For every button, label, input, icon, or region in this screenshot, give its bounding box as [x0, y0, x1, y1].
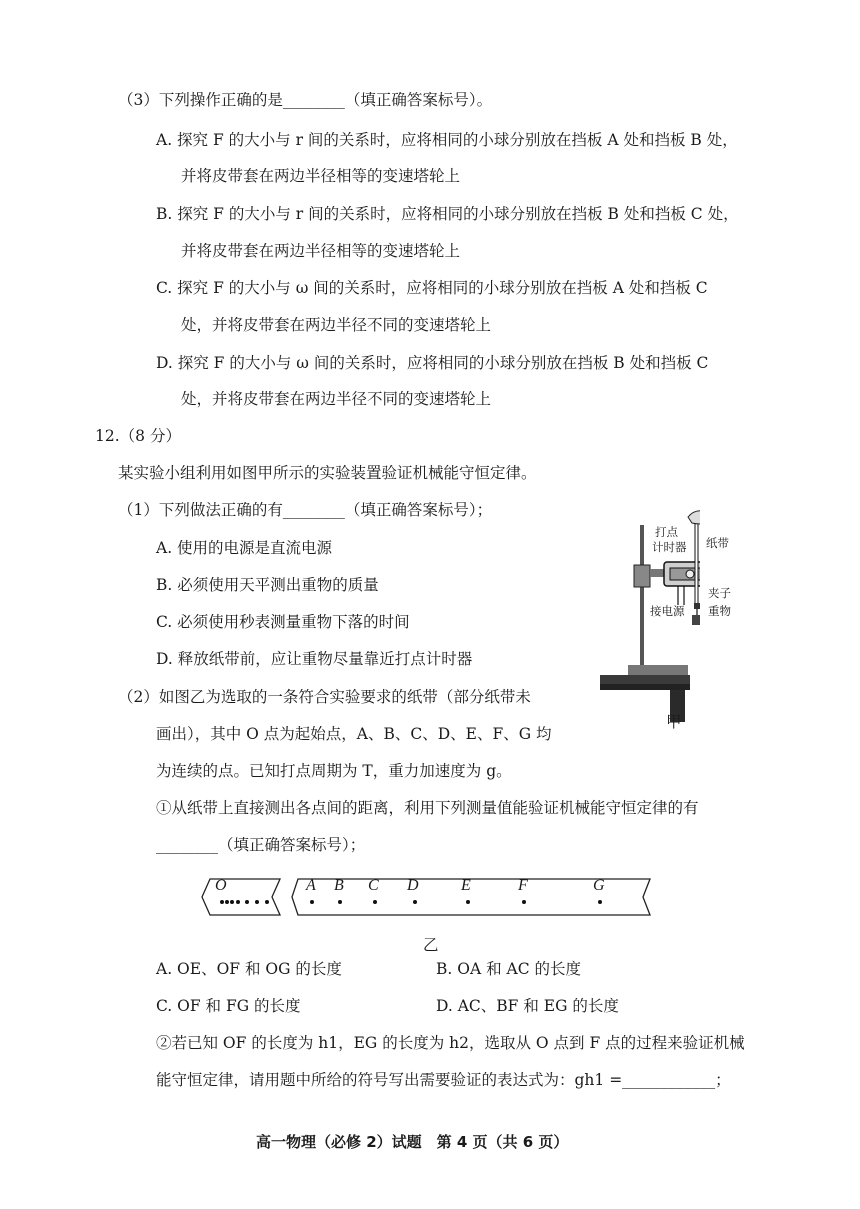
page-footer: 高一物理（必修 2）试题 第 4 页（共 6 页）: [256, 1133, 569, 1151]
q11-3-option-b-line2: 并将皮带套在两边半径相等的变速塔轮上: [181, 242, 461, 260]
tape-dot-e: [466, 900, 470, 904]
q11-3-option-d-line2: 处，并将皮带套在两边半径不同的变速塔轮上: [181, 390, 492, 408]
q12-part1-option-a: A. 使用的电源是直流电源: [156, 539, 333, 557]
tape-label-o: O: [215, 877, 227, 894]
label-tape: 纸带: [706, 536, 729, 550]
tape-label-f: F: [518, 877, 528, 894]
label-power: 接电源: [650, 604, 685, 618]
q12-part1-option-c: C. 必须使用秒表测量重物下落的时间: [156, 613, 410, 631]
tape-label-d: D: [407, 877, 419, 894]
tape-dot: [225, 900, 229, 904]
tape-dot: [236, 900, 240, 904]
q12-number: 12.（8 分）: [95, 427, 181, 445]
tape-dot: [265, 900, 269, 904]
q12-sub1-option-d: D. AC、BF 和 EG 的长度: [436, 997, 619, 1015]
q11-3-option-c-line1: C. 探究 F 的大小与 ω 间的关系时，应将相同的小球分别放在挡板 A 处和挡板 C: [156, 279, 708, 297]
tape-dot-c: [373, 900, 377, 904]
tape-dot-b: [338, 900, 342, 904]
tape-dot: [245, 900, 249, 904]
figure-yi-caption: 乙: [423, 936, 439, 954]
q12-part2-line3: 为连续的点。已知打点周期为 T，重力加速度为 g。: [156, 762, 512, 780]
q11-3-option-d-line1: D. 探究 F 的大小与 ω 间的关系时，应将相同的小球分别放在挡板 B 处和挡板 C: [156, 354, 709, 372]
q12-stem: 某实验小组利用如图甲所示的实验装置验证机械能守恒定律。: [118, 464, 537, 482]
tape-label-g: G: [593, 877, 605, 894]
label-clip: 夹子: [708, 586, 731, 600]
tape-dot-o: [220, 900, 224, 904]
paper-tape-drawing: [200, 875, 660, 920]
label-timer-line1: 打点: [655, 525, 678, 539]
q12-sub1-option-c: C. OF 和 FG 的长度: [156, 997, 301, 1015]
q12-part2-line2: 画出），其中 O 点为起始点，A、B、C、D、E、F、G 均: [156, 725, 552, 743]
tape-dot-f: [522, 900, 526, 904]
q11-3-option-a-line1: A. 探究 F 的大小与 r 间的关系时，应将相同的小球分别放在挡板 A 处和挡板 B 处，: [156, 131, 738, 149]
tape-dot: [230, 900, 234, 904]
figure-yi: [200, 875, 660, 920]
label-weight: 重物: [708, 604, 731, 618]
q12-sub2-line2: 能守恒定律，请用题中所给的符号写出需要验证的表达式为：gh1 =____________；: [156, 1071, 731, 1089]
q11-3-intro: （3）下列操作正确的是________（填正确答案标号）。: [118, 91, 493, 109]
label-timer-line2: 计时器: [652, 540, 687, 554]
q12-sub2-line1: ②若已知 OF 的长度为 h1，EG 的长度为 h2，选取从 O 点到 F 点的过程来验证机械: [156, 1034, 745, 1052]
tape-dot-a: [310, 900, 314, 904]
q12-sub1-option-a: A. OE、OF 和 OG 的长度: [156, 960, 342, 978]
tape-dot-g: [598, 900, 602, 904]
tape-dot: [255, 900, 259, 904]
tape-label-e: E: [461, 877, 471, 894]
q11-3-option-a-line2: 并将皮带套在两边半径相等的变速塔轮上: [181, 167, 461, 185]
q12-sub1-option-b: B. OA 和 AC 的长度: [436, 960, 581, 978]
q12-part1-option-d: D. 释放纸带前，应让重物尽量靠近打点计时器: [156, 650, 473, 668]
tape-dot-d: [413, 900, 417, 904]
q11-3-option-c-line2: 处，并将皮带套在两边半径不同的变速塔轮上: [181, 316, 492, 334]
q11-3-option-b-line1: B. 探究 F 的大小与 r 间的关系时，应将相同的小球分别放在挡板 B 处和挡板 C 处，: [156, 205, 739, 223]
q12-sub1-line1: ①从纸带上直接测出各点间的距离，利用下列测量值能验证机械能守恒定律的有: [156, 799, 699, 817]
q12-sub1-line2: ________（填正确答案标号）；: [156, 836, 366, 854]
tape-label-c: C: [368, 877, 379, 894]
tape-label-b: B: [334, 877, 344, 894]
q12-part1-option-b: B. 必须使用天平测出重物的质量: [156, 576, 379, 594]
tape-label-a: A: [306, 877, 316, 894]
q12-part2-line1: （2）如图乙为选取的一条符合实验要求的纸带（部分纸带未: [118, 688, 531, 706]
q12-part1-intro: （1）下列做法正确的有________（填正确答案标号）；: [118, 501, 493, 519]
figure-jia-caption: 甲: [666, 713, 682, 731]
